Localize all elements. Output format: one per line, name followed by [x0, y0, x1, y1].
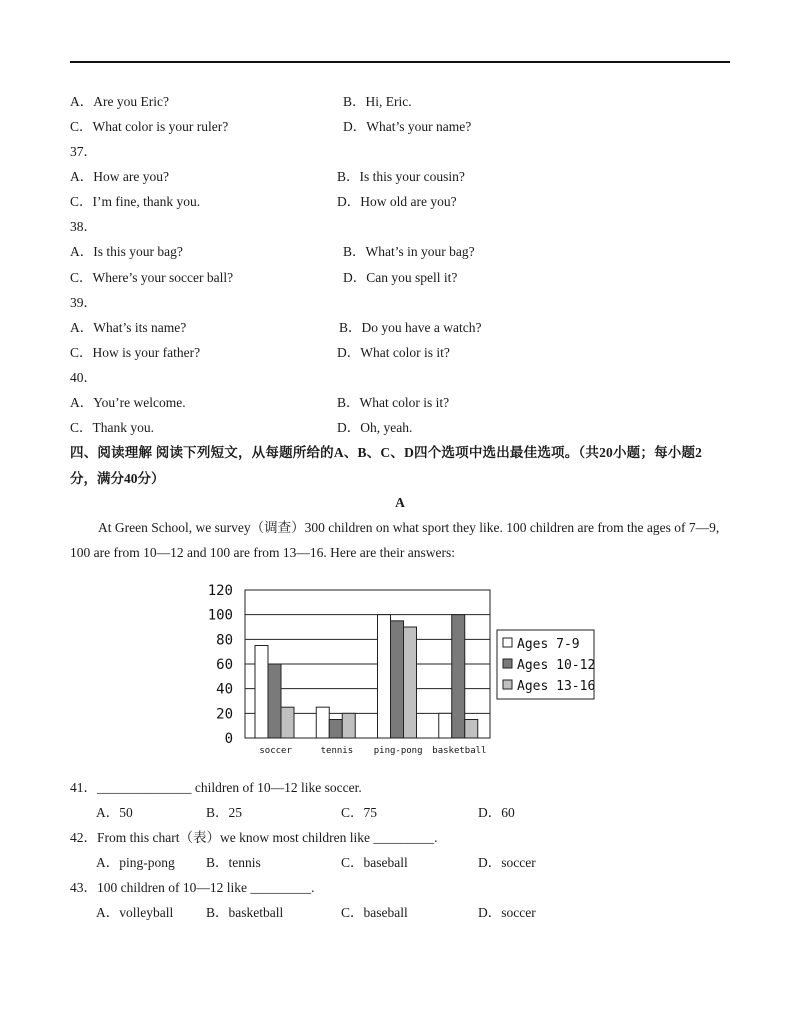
- y-tick-label: 60: [216, 657, 233, 673]
- x-tick-label: soccer: [259, 746, 292, 756]
- q39-option-d: D．What color is it?: [337, 345, 450, 360]
- q42-stem: 42．From this chart（表）we know most children like _________.: [70, 830, 438, 845]
- q42-option-c: C．baseball: [341, 855, 408, 870]
- y-tick-label: 40: [216, 681, 233, 698]
- q40-option-d: D．Oh, yeah.: [337, 420, 413, 435]
- x-tick-label: ping-pong: [373, 746, 423, 756]
- legend-label: Ages 13-16: [517, 679, 596, 694]
- q41-option-b: B．25: [206, 805, 243, 820]
- q38-number: 38．: [70, 219, 97, 234]
- bar: [316, 707, 329, 738]
- q41-stem: 41．______________ children of 10—12 like soccer.: [70, 780, 362, 795]
- q37-option-d: D．How old are you?: [337, 194, 457, 209]
- q37-option-c: C．I’m fine, thank you.: [70, 194, 201, 209]
- bar: [452, 615, 465, 738]
- q36-option-b: B．Hi, Eric.: [343, 94, 412, 109]
- y-tick-label: 0: [224, 731, 233, 747]
- q40-option-c: C．Thank you.: [70, 420, 155, 435]
- q39-option-c: C．How is your father?: [70, 345, 201, 360]
- bar: [281, 707, 294, 738]
- q36-option-a: A．Are you Eric?: [70, 94, 169, 109]
- q40-option-a: A．You’re welcome.: [70, 395, 186, 410]
- section-heading-line2: 分，满分40分）: [70, 471, 165, 486]
- bar: [404, 627, 417, 738]
- bar: [268, 664, 281, 738]
- x-tick-label: basketball: [432, 746, 487, 756]
- y-tick-label: 120: [207, 583, 233, 599]
- q38-option-a: A．Is this your bag?: [70, 244, 183, 259]
- legend-label: Ages 10-12: [517, 658, 596, 673]
- bar: [465, 720, 478, 739]
- q37-option-b: B．Is this your cousin?: [337, 169, 465, 184]
- legend-label: Ages 7-9: [517, 637, 580, 652]
- q43-option-b: B．basketball: [206, 905, 284, 920]
- legend-swatch: [503, 659, 512, 668]
- q41-option-d: D．60: [478, 805, 515, 820]
- q38-option-d: D．Can you spell it?: [343, 270, 458, 285]
- q42-option-b: B．tennis: [206, 855, 261, 870]
- q39-number: 39．: [70, 295, 97, 310]
- q42-option-d: D．soccer: [478, 855, 536, 870]
- q42-option-a: A．ping-pong: [96, 855, 175, 870]
- q41-option-a: A．50: [96, 805, 133, 820]
- passage-label: A: [395, 495, 405, 510]
- q43-stem: 43．100 children of 10—12 like _________.: [70, 880, 315, 895]
- sports-bar-chart: [200, 578, 600, 763]
- bar: [439, 713, 452, 738]
- q38-option-b: B．What’s in your bag?: [343, 244, 475, 259]
- bar: [391, 621, 404, 738]
- q36-option-c: C．What color is your ruler?: [70, 119, 229, 134]
- top-rule: [70, 61, 730, 63]
- q39-option-a: A．What’s its name?: [70, 320, 187, 335]
- q37-option-a: A．How are you?: [70, 169, 169, 184]
- q38-option-c: C．Where’s your soccer ball?: [70, 270, 234, 285]
- y-tick-label: 80: [216, 632, 233, 649]
- y-tick-label: 100: [207, 607, 233, 624]
- section-heading-line1: 四、阅读理解 阅读下列短文，从每题所给的A、B、C、D四个选项中选出最佳选项。（共20小题；每小题2: [70, 445, 703, 460]
- y-tick-label: 20: [216, 706, 233, 723]
- q39-option-b: B．Do you have a watch?: [339, 320, 482, 335]
- q36-option-d: D．What’s your name?: [343, 119, 472, 134]
- q43-option-d: D．soccer: [478, 905, 536, 920]
- bar: [255, 646, 268, 739]
- q37-number: 37．: [70, 144, 97, 159]
- bar: [342, 713, 355, 738]
- legend-swatch: [503, 680, 512, 689]
- passage-text: At Green School, we survey（调查）300 children on what sport they like. 100 children are from the ages of 7—9, 100 are from 10—12 and 100 are from 13—16. Here are their answers:: [70, 520, 720, 560]
- bar: [378, 615, 391, 738]
- x-tick-label: tennis: [320, 746, 354, 756]
- legend-swatch: [503, 638, 512, 647]
- q40-option-b: B．What color is it?: [337, 395, 450, 410]
- q41-option-c: C．75: [341, 805, 378, 820]
- q43-option-c: C．baseball: [341, 905, 408, 920]
- q43-option-a: A．volleyball: [96, 905, 174, 920]
- q40-number: 40．: [70, 370, 97, 385]
- bar: [329, 720, 342, 739]
